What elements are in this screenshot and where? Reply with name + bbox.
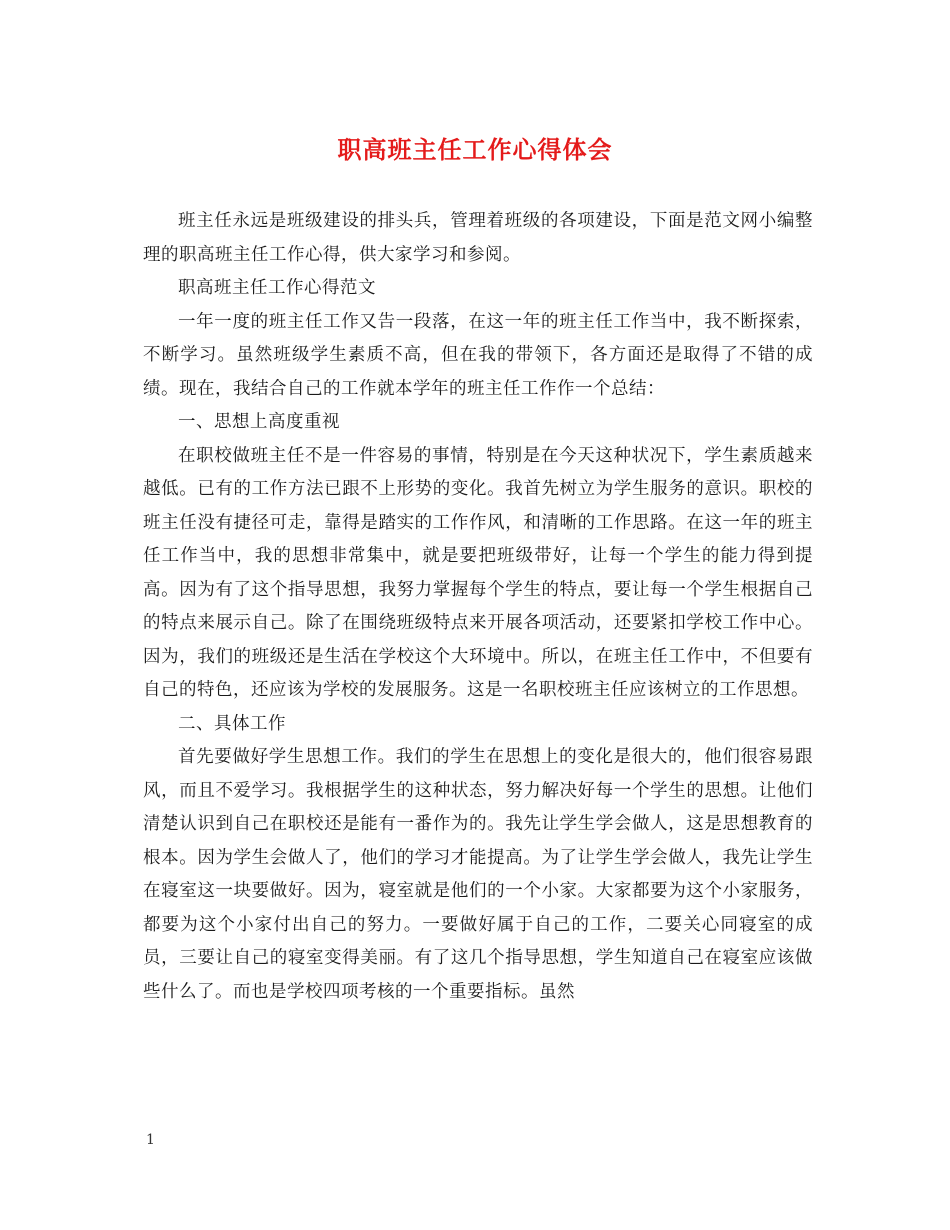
paragraph-opening: 一年一度的班主任工作又告一段落，在这一年的班主任工作当中，我不断探索，不断学习。虽然班级学生素质不高，但在我的带领下，各方面还是取得了不错的成绩。现在，我结合自己的工作就本学年的班主任工作作一个总结： xyxy=(143,311,813,399)
document-body xyxy=(143,205,813,1009)
page-number: 1 xyxy=(146,1132,155,1148)
paragraph-intro: 班主任永远是班级建设的排头兵，管理着班级的各项建设，下面是范文网小编整理的职高班主任工作心得，供大家学习和参阅。 xyxy=(143,211,813,265)
document-title: 职高班主任工作心得体会 xyxy=(337,135,613,164)
section-heading-2: 二、具体工作 xyxy=(178,713,286,734)
paragraph-section-1: 在职校做班主任不是一件容易的事情，特别是在今天这种状况下，学生素质越来越低。已有的工作方法已跟不上形势的变化。我首先树立为学生服务的意识。职校的班主任没有捷径可走，靠得是踏实的工作作风，和清晰的工作思路。在这一年的班主任工作当中，我的思想非常集中，就是要把班级带好，让每一个学生的能力得到提高。因为有了这个指导思想，我努力掌握每个学生的特点，要让每一个学生根据自己的特点来展示自己。除了在围绕班级特点来开展各项活动，还要紧扣学校工作中心。因为，我们的班级还是生活在学校这个大环境中。所以，在班主任工作中，不但要有自己的特色，还应该为学校的发展服务。这是一名职校班主任应该树立的工作思想。 xyxy=(143,445,813,700)
paragraph-section-2: 首先要做好学生思想工作。我们的学生在思想上的变化是很大的，他们很容易跟风，而且不爱学习。我根据学生的这种状态，努力解决好每一个学生的思想。让他们清楚认识到自己在职校还是能有一番作为的。我先让学生学会做人，这是思想教育的根本。因为学生会做人了，他们的学习才能提高。为了让学生学会做人，我先让学生在寝室这一块要做好。因为，寝室就是他们的一个小家。大家都要为这个小家服务，都要为这个小家付出自己的努力。一要做好属于自己的工作，二要关心同寝室的成员，三要让自己的寝室变得美丽。有了这几个指导思想，学生知道自己在寝室应该做些什么了。而也是学校四项考核的一个重要指标。虽然 xyxy=(143,747,813,1002)
paragraph-subtitle: 职高班主任工作心得范文 xyxy=(178,278,376,298)
section-heading-1: 一、思想上高度重视 xyxy=(178,412,340,432)
